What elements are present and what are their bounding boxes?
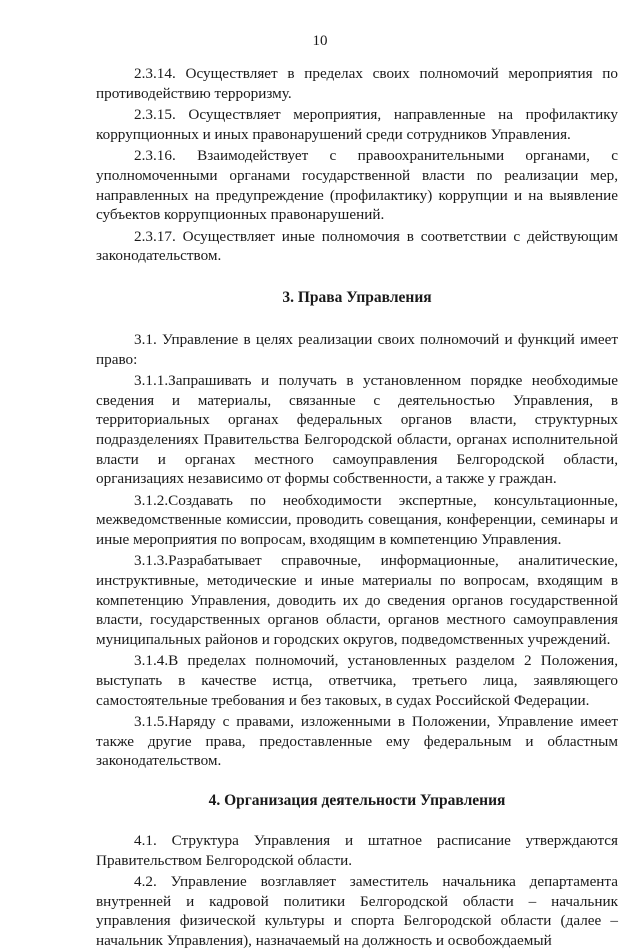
section-heading-3: 3. Права Управления: [282, 288, 432, 306]
paragraph-2-3-17: 2.3.17. Осуществляет иные полномочия в соответствии с действующим законодательством.: [96, 227, 618, 265]
section-heading-4: 4. Организация деятельности Управления: [208, 792, 506, 809]
paragraph-3-1-2: 3.1.2.Создавать по необходимости экспертные, консультационные, межведомственные комиссии, проводить совещания, конференции, семинары и иные мероприятия по вопросам, входящим в компетенцию Управления.: [96, 491, 618, 548]
document-body: [96, 64, 618, 951]
paragraph-4-1: 4.1. Структура Управления и штатное расписание утверждаются Правительством Белгородской области.: [96, 832, 618, 869]
paragraph-3-1-4: 3.1.4.В пределах полномочий, установленных разделом 2 Положения, выступать в качестве истца, ответчика, третьего лица, заявляющего самостоятельные требования и без таковых, в судах Российской Федерации.: [96, 652, 618, 709]
paragraph-2-3-14: 2.3.14. Осуществляет в пределах своих полномочий мероприятия по противодействию терроризму.: [96, 65, 618, 102]
paragraph-3-1: 3.1. Управление в целях реализации своих полномочий и функций имеет право:: [96, 330, 618, 368]
paragraph-2-3-15: 2.3.15. Осуществляет мероприятия, направленные на профилактику коррупционных и иных правонарушений среди сотрудников Управления.: [96, 106, 618, 143]
paragraph-2-3-16: 2.3.16. Взаимодействует с правоохранительными органами, с уполномоченными органами государственной власти по реализации мер, направленных на предупреждение (профилактику) коррупции и на выявление субъектов коррупционных правонарушений.: [96, 147, 618, 224]
paragraph-3-1-3: 3.1.3.Разрабатывает справочные, информационные, аналитические, инструктивные, методические и иные материалы по вопросам, входящим в компетенцию Управления, доводить их до сведения органов государственной власти, государственных органов области, органов местного самоуправления муниципальных районов и городских округов, подведомственных учреждений.: [96, 552, 618, 648]
page-number: 10: [312, 33, 328, 49]
paragraph-4-2: 4.2. Управление возглавляет заместитель начальника департамента внутренней и кадровой политики Белгородской области – начальник управления физической культуры и спорта Белгородской области (далее – начальник Управления), назначаемый на должность и освобождаемый: [96, 873, 618, 949]
paragraph-3-1-5: 3.1.5.Наряду с правами, изложенными в Положении, Управление имеет также другие права, предоставленные ему федеральным и областным законодательством.: [96, 713, 618, 770]
paragraph-3-1-1: 3.1.1.Запрашивать и получать в установленном порядке необходимые сведения и материалы, связанные с деятельностью Управления, в территориальных органах федеральных органов власти, структурных подразделениях Правительства Белгородской области, органах исполнительной власти и органах местного самоуправления Белгородской области, организациях независимо от формы собственности, а также у граждан.: [96, 372, 618, 488]
